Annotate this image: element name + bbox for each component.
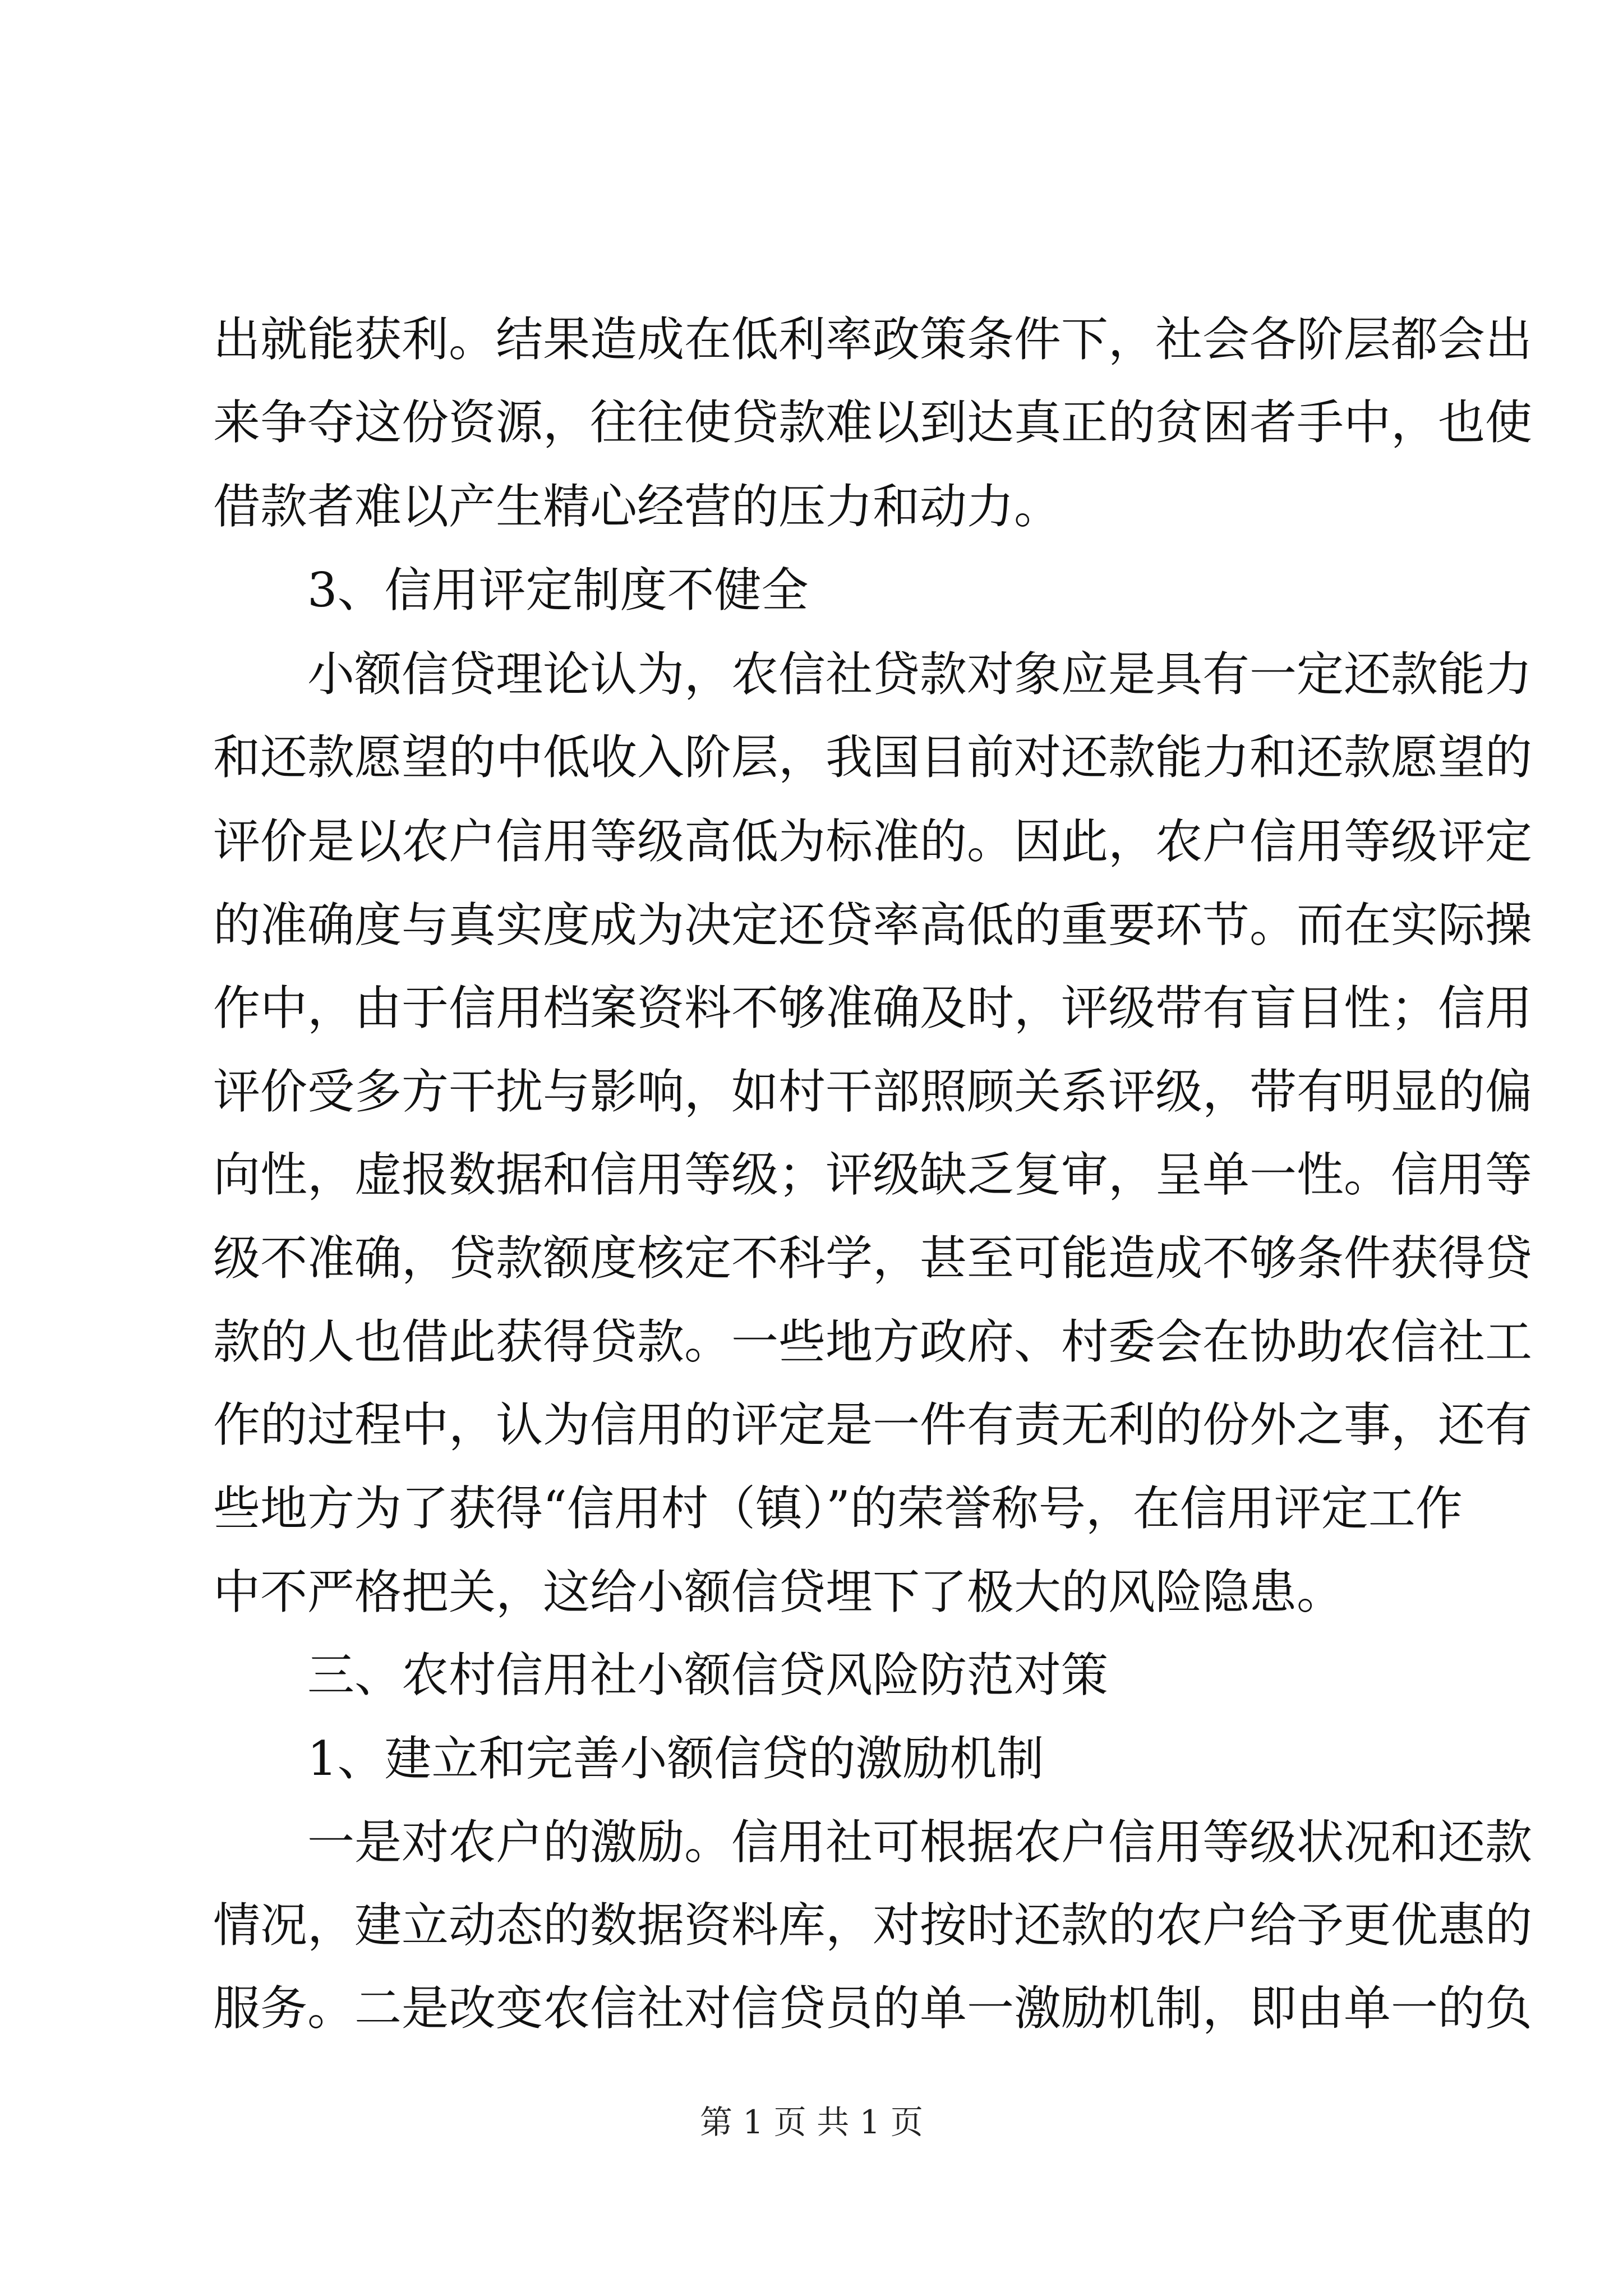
body-text-line: 评价是以农户信用等级高低为标准的。因此，农户信用等级评定 [213, 814, 1533, 869]
body-text-line: 服务。二是改变农信社对信贷员的单一激励机制，即由单一的负 [213, 1981, 1533, 2036]
body-text-line: 评价受多方干扰与影响，如村干部照顾关系评级，带有明显的偏 [213, 1064, 1533, 1119]
body-text-line: 来争夺这份资源，往往使贷款难以到达真正的贫困者手中，也使 [213, 395, 1533, 450]
body-text-line: 中不严格把关，这给小额信贷埋下了极大的风险隐患。 [213, 1565, 1344, 1619]
section-heading: 三、农村信用社小额信贷风险防范对策 [307, 1648, 1109, 1703]
body-text-line: 出就能获利。结果造成在低利率政策条件下，社会各阶层都会出 [213, 312, 1533, 367]
body-text-line: 作中，由于信用档案资料不够准确及时，评级带有盲目性；信用 [213, 981, 1533, 1036]
body-text-line: 些地方为了获得“信用村（镇）”的荣誉称号，在信用评定工作 [213, 1481, 1463, 1536]
subsection-heading: 1、建立和完善小额信贷的激励机制 [307, 1731, 1044, 1786]
body-text-line: 情况，建立动态的数据资料库，对按时还款的农户给予更优惠的 [213, 1898, 1533, 1953]
body-text-line: 级不准确，贷款额度核定不科学，甚至可能造成不够条件获得贷 [213, 1231, 1533, 1286]
page-footer: 第 1 页 共 1 页 [700, 2103, 923, 2141]
body-text-line: 借款者难以产生精心经营的压力和动力。 [213, 479, 1062, 534]
section-heading: 3、信用评定制度不健全 [307, 563, 809, 618]
body-text-line: 的准确度与真实度成为决定还贷率高低的重要环节。而在实际操 [213, 898, 1533, 953]
body-text-line: 和还款愿望的中低收入阶层，我国目前对还款能力和还款愿望的 [213, 730, 1533, 785]
body-text-line: 小额信贷理论认为，农信社贷款对象应是具有一定还款能力 [307, 647, 1533, 702]
body-text-line: 作的过程中，认为信用的评定是一件有责无利的份外之事，还有 [213, 1397, 1533, 1452]
body-text-line: 款的人也借此获得贷款。一些地方政府、村委会在协助农信社工 [213, 1314, 1533, 1369]
body-text-line: 向性，虚报数据和信用等级；评级缺乏复审，呈单一性。信用等 [213, 1147, 1533, 1202]
body-text-line: 一是对农户的激励。信用社可根据农户信用等级状况和还款 [307, 1815, 1533, 1870]
